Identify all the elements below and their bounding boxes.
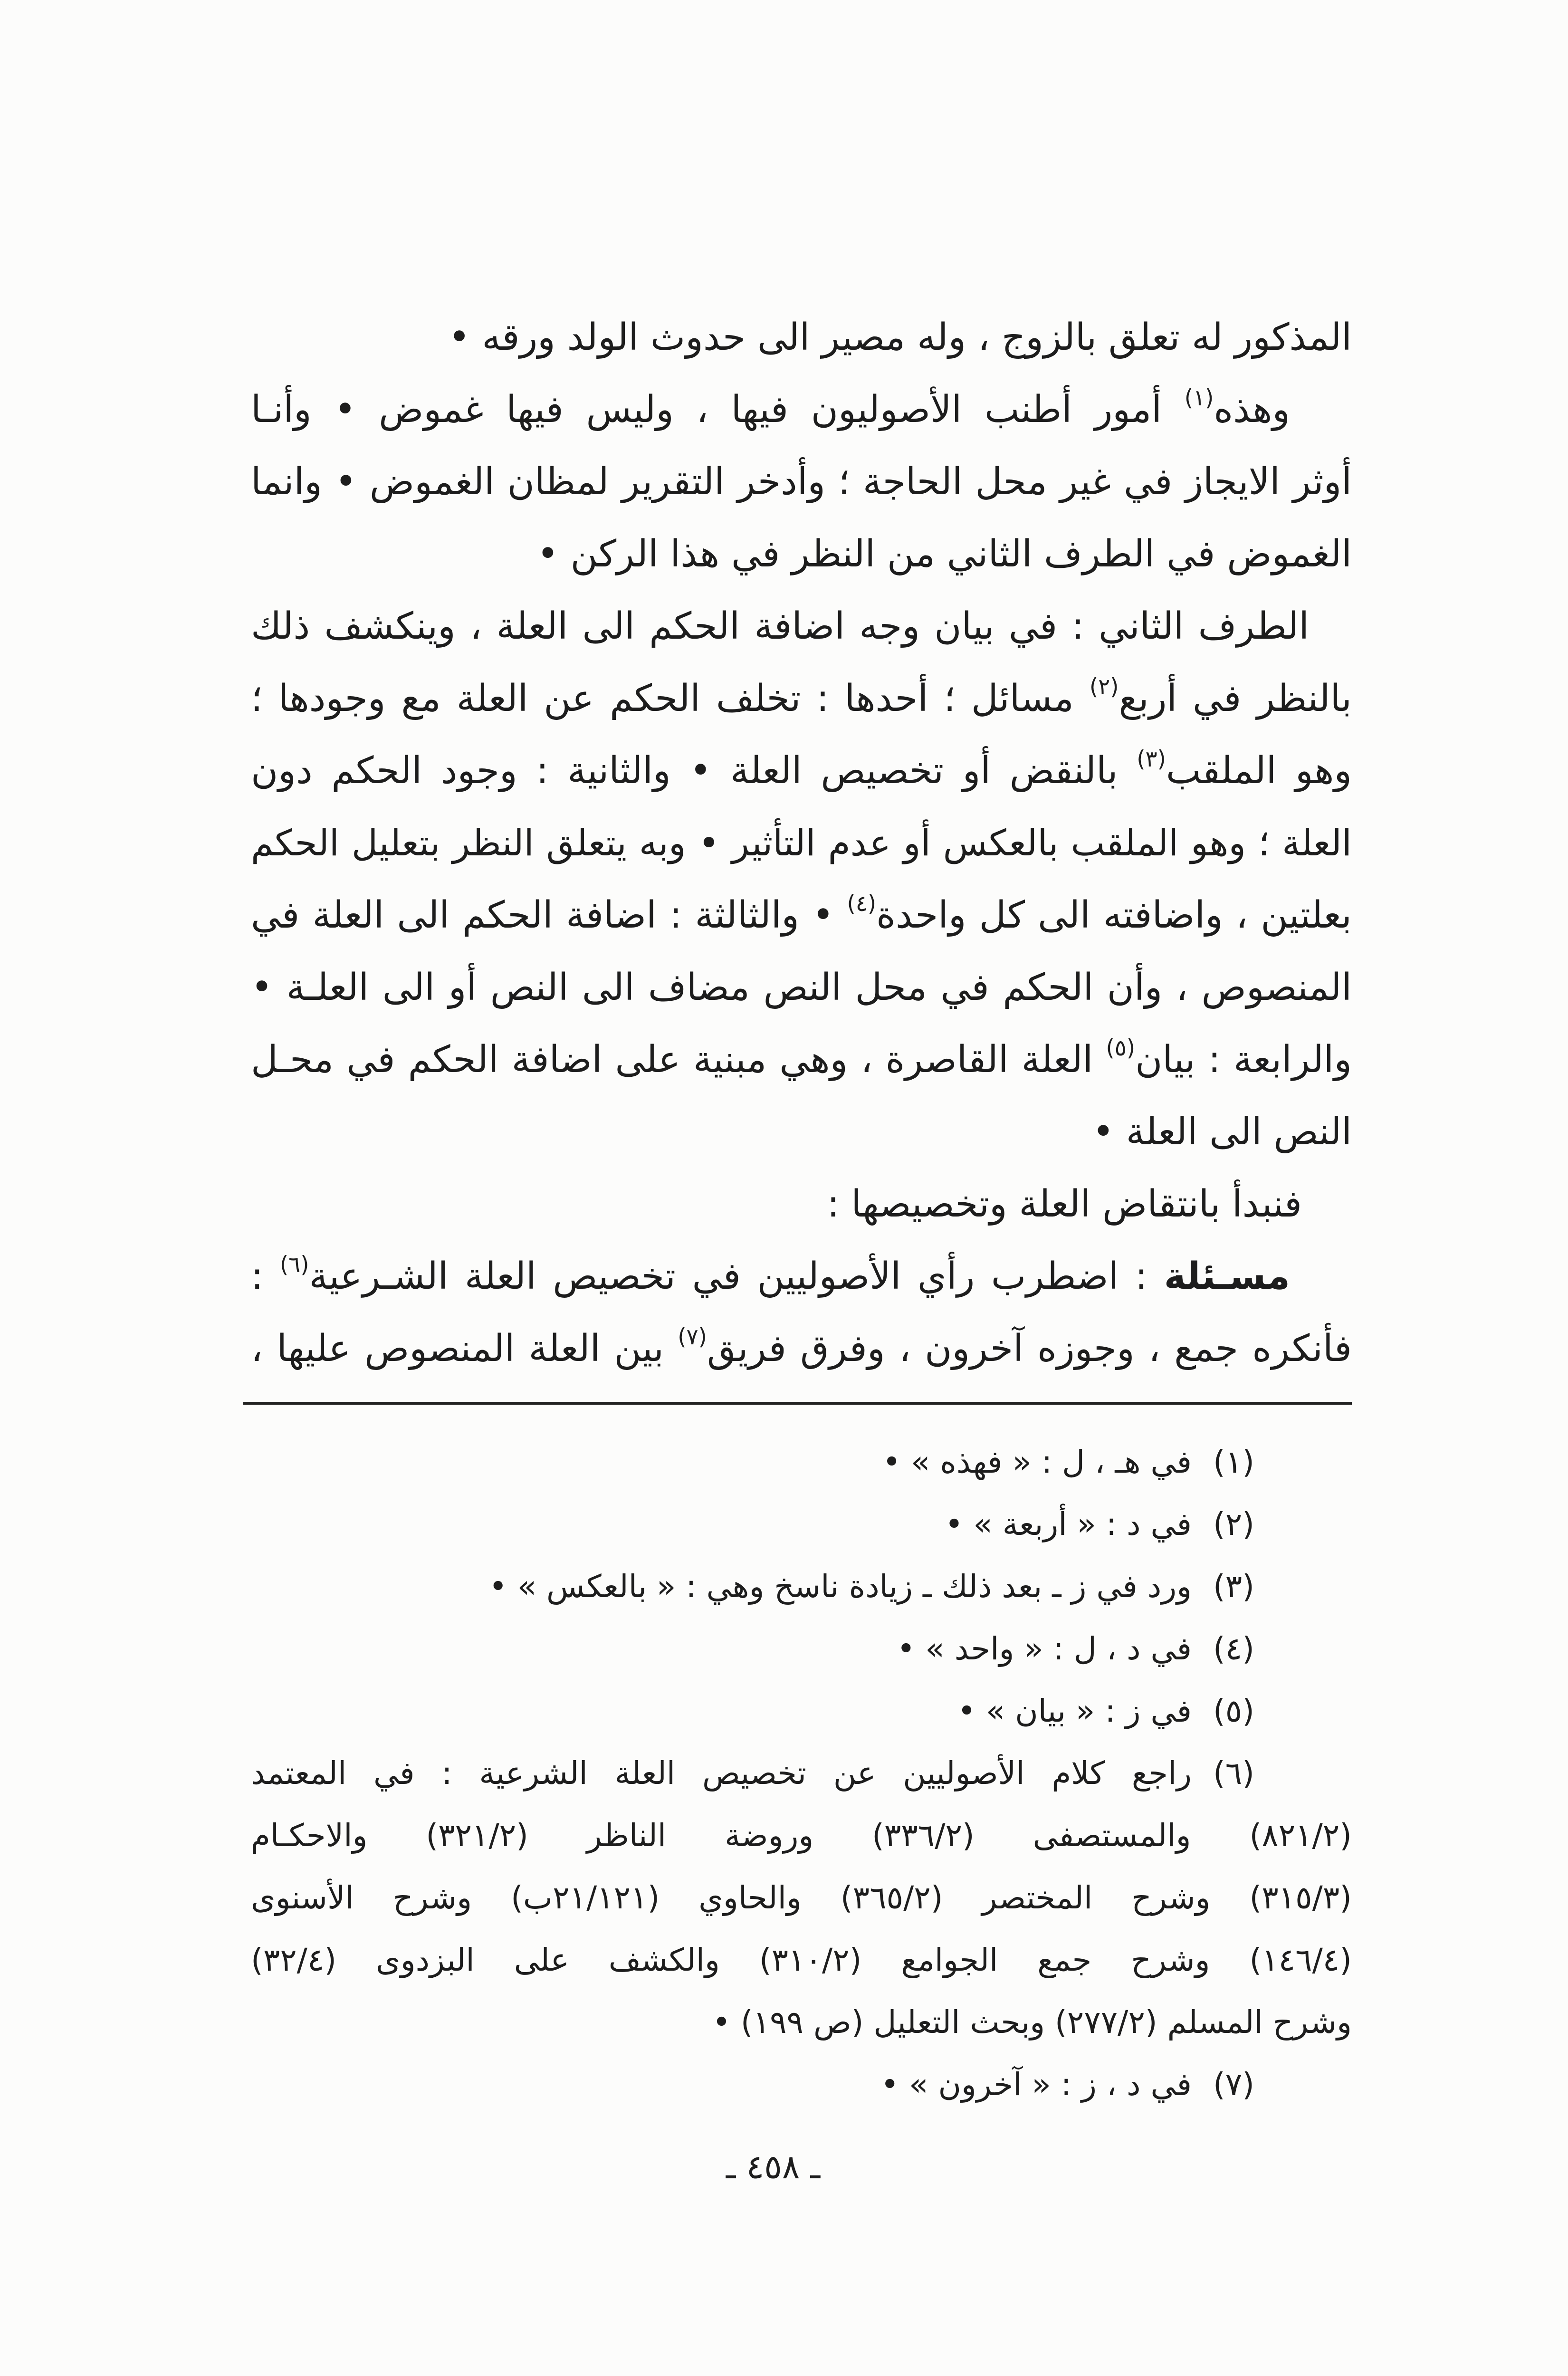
footnote-text: في د ، ز : « آخرون » • bbox=[880, 2066, 1192, 2103]
issue-heading-term: مسـئلة bbox=[1164, 1255, 1290, 1298]
footnote-text: (٨٢١/٢) والمستصفى (٣٣٦/٢) وروضة الناظر (٣٢١/٢) والاحكـام bbox=[251, 1817, 1352, 1854]
footnote-ref: (٦) bbox=[279, 1252, 309, 1278]
line-text: الغموض في الطرف الثاني من النظر في هذا الركن • bbox=[536, 533, 1352, 575]
footnote-item bbox=[251, 1431, 1352, 1493]
footnote-item bbox=[251, 1555, 1352, 1618]
footnote-text: في ز : « بيان » • bbox=[957, 1693, 1192, 1729]
footnote-ref: (٣) bbox=[1137, 746, 1166, 772]
footnote-continuation bbox=[251, 1804, 1352, 1867]
body-line bbox=[251, 374, 1352, 446]
footnote-item bbox=[251, 1618, 1352, 1680]
main-text bbox=[251, 301, 1352, 1385]
footnote-ref: (٧) bbox=[678, 1324, 707, 1350]
footnote-continuation bbox=[251, 1867, 1352, 1929]
body-line bbox=[251, 1096, 1352, 1168]
footnote-marker: (٣) bbox=[1213, 1568, 1254, 1605]
footnote-ref: (٢) bbox=[1089, 674, 1119, 700]
body-line bbox=[251, 735, 1352, 807]
footnote-item bbox=[251, 2053, 1352, 2116]
line-text: الطرف الثاني : في بيان وجه اضافة الحكم الى العلة ، وينكشف ذلك bbox=[251, 605, 1309, 648]
footnote-continuation bbox=[251, 1929, 1352, 1991]
footnote-marker: (٤) bbox=[1213, 1630, 1254, 1667]
footnote-marker: (١) bbox=[1213, 1444, 1254, 1480]
footnote-text: وشرح المسلم (٢٧٧/٢) وبحث التعليل (ص ١٩٩) • bbox=[712, 2004, 1352, 2041]
footnote-ref: (١) bbox=[1184, 385, 1214, 411]
footnote-marker: (٢) bbox=[1213, 1506, 1254, 1542]
body-line bbox=[251, 590, 1352, 662]
line-text: بالنقض أو تخصيص العلة • والثانية : وجود الحكم دون bbox=[251, 749, 1137, 792]
footnote-text: راجع كلام الأصوليين عن تخصيص العلة الشرعية : في المعتمد bbox=[251, 1755, 1192, 1792]
line-text: وهذه bbox=[1214, 388, 1290, 431]
body-line bbox=[251, 1313, 1352, 1385]
line-text: المذكور له تعلق بالزوج ، وله مصير الى حدوث الولد ورقه • bbox=[448, 316, 1352, 359]
line-text: والرابعة : بيان bbox=[1135, 1038, 1352, 1081]
line-text: فنبدأ بانتقاض العلة وتخصيصها : bbox=[827, 1183, 1302, 1226]
footnote-marker: (٥) bbox=[1213, 1693, 1254, 1729]
body-line bbox=[251, 446, 1352, 518]
footnote-text: في هـ ، ل : « فهذه » • bbox=[882, 1444, 1192, 1480]
footnote-marker: (٧) bbox=[1213, 2066, 1254, 2103]
line-text: وهو الملقب bbox=[1166, 749, 1352, 792]
body-line bbox=[251, 662, 1352, 735]
line-text: بين العلة المنصوص عليها ، bbox=[251, 1327, 678, 1370]
line-text: • والثالثة : اضافة الحكم الى العلة في bbox=[251, 894, 847, 937]
line-text: مسائل ؛ أحدها : تخلف الحكم عن العلة مع وجودها ؛ bbox=[251, 677, 1090, 720]
footnote-text: (٣١٥/٣) وشرح المختصر (٣٦٥/٢) والحاوي (٢١/١٢١ب) وشرح الأسنوى bbox=[251, 1879, 1352, 1916]
line-text: المنصوص ، وأن الحكم في محل النص مضاف الى النص أو الى العلـة • bbox=[251, 966, 1352, 1009]
body-line bbox=[251, 1240, 1352, 1313]
line-text: أوثر الايجاز في غير محل الحاجة ؛ وأدخر التقرير لمظان الغموض • وانما bbox=[251, 460, 1352, 503]
line-text: بعلتين ، واضافته الى كل واحدة bbox=[876, 894, 1352, 937]
line-text: فأنكره جمع ، وجوزه آخرون ، وفرق فريق bbox=[707, 1327, 1352, 1370]
line-text: العلة القاصرة ، وهي مبنية على اضافة الحكم في محـل bbox=[251, 1038, 1106, 1081]
body-line bbox=[251, 807, 1352, 879]
footnote-text: في د : « أربعة » • bbox=[945, 1506, 1192, 1542]
line-text: : اضطرب رأي الأصوليين في تخصيص العلة الشـرعية bbox=[309, 1255, 1164, 1298]
body-line bbox=[251, 1168, 1352, 1240]
footnotes bbox=[251, 1431, 1352, 2116]
footnote-item bbox=[251, 1742, 1352, 1804]
footnote-divider bbox=[243, 1402, 1352, 1405]
line-text: العلة ؛ وهو الملقب بالعكس أو عدم التأثير • وبه يتعلق النظر بتعليل الحكم bbox=[251, 822, 1352, 864]
line-text: بالنظر في أربع bbox=[1119, 677, 1352, 720]
footnote-ref: (٥) bbox=[1106, 1035, 1136, 1061]
footnote-ref: (٤) bbox=[847, 891, 877, 917]
body-line bbox=[251, 1024, 1352, 1096]
body-line bbox=[251, 301, 1352, 374]
footnote-text: في د ، ل : « واحد » • bbox=[897, 1630, 1192, 1667]
footnote-item bbox=[251, 1680, 1352, 1742]
line-text: النص الى العلة • bbox=[1092, 1111, 1352, 1153]
footnote-marker: (٦) bbox=[1213, 1755, 1254, 1792]
page-number: ـ ٤٥٨ ـ bbox=[726, 2147, 821, 2186]
line-text: : bbox=[251, 1255, 280, 1298]
footnote-text: (١٤٦/٤) وشرح جمع الجوامع (٣١٠/٢) والكشف على البزدوى (٣٢/٤) bbox=[251, 1942, 1352, 1978]
footnote-continuation bbox=[251, 1991, 1352, 2053]
line-text: أمور أطنب الأصوليون فيها ، وليس فيها غموض • وأنـا bbox=[251, 388, 1185, 431]
body-line bbox=[251, 879, 1352, 951]
body-line bbox=[251, 518, 1352, 590]
footnote-item bbox=[251, 1493, 1352, 1555]
body-line bbox=[251, 951, 1352, 1024]
footnote-text: ورد في ز ـ بعد ذلك ـ زيادة ناسخ وهي : « بالعكس » • bbox=[488, 1568, 1192, 1605]
